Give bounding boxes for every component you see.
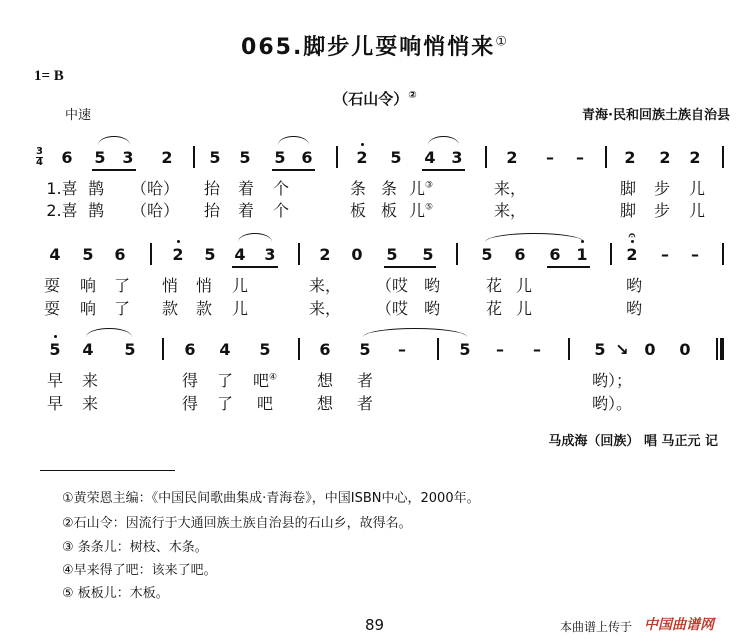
lyric-syllable: 了 bbox=[113, 299, 131, 318]
footnote-mark: ⑤ bbox=[424, 202, 434, 213]
lyric-syllable: 2.喜 bbox=[46, 201, 78, 220]
barline bbox=[150, 243, 152, 265]
barline bbox=[298, 338, 300, 360]
lyric-syllable: 来 bbox=[81, 394, 99, 413]
eighth-underline bbox=[547, 266, 590, 268]
footnote-4: ④早来得了吧：该来了吧。 bbox=[62, 563, 217, 578]
note: 6 bbox=[61, 148, 73, 167]
note: 5 bbox=[359, 340, 371, 359]
lyric-syllable: （哈） bbox=[130, 201, 180, 220]
note: 4 bbox=[234, 245, 246, 264]
note: ↘ bbox=[615, 340, 629, 359]
lyric-syllable: 儿 bbox=[515, 299, 533, 318]
note: 2 bbox=[356, 148, 368, 167]
lyric-syllable: 者 bbox=[356, 394, 374, 413]
lyric-syllable: 吧④ bbox=[252, 371, 278, 390]
lyric-syllable: 着 bbox=[237, 201, 255, 220]
eighth-underline bbox=[232, 266, 278, 268]
lyric-syllable: 哟 bbox=[625, 299, 643, 318]
lyric-syllable: 脚 bbox=[619, 201, 637, 220]
slur bbox=[363, 328, 467, 337]
barline bbox=[456, 243, 458, 265]
note: 4 bbox=[82, 340, 94, 359]
dash-extension: – bbox=[496, 340, 504, 359]
lyric-syllable: 哟 bbox=[423, 276, 441, 295]
lyric-syllable: （哈） bbox=[130, 179, 180, 198]
lyric-syllable: 条 bbox=[380, 179, 398, 198]
lyric-syllable: （哎 bbox=[375, 299, 409, 318]
subtitle-text: （石山令） bbox=[333, 90, 409, 108]
lyric-syllable: 来， bbox=[308, 276, 342, 295]
footnote-3: ③ 条条儿：树枝、木条。 bbox=[62, 540, 208, 555]
site-logo[interactable]: 中国曲谱网 bbox=[644, 617, 714, 633]
note: 5 bbox=[459, 340, 471, 359]
note: 3 bbox=[122, 148, 134, 167]
lyric-syllable: 了 bbox=[216, 394, 234, 413]
lyric-syllable: 个 bbox=[272, 201, 290, 220]
lyric-syllable: 哟）。 bbox=[591, 394, 633, 413]
lyric-syllable: 儿⑤ bbox=[408, 201, 434, 220]
barline bbox=[336, 146, 338, 168]
note: 5 bbox=[94, 148, 106, 167]
lyric-syllable: 来， bbox=[493, 179, 527, 198]
barline bbox=[605, 146, 607, 168]
barline bbox=[722, 243, 724, 265]
footnote-5: ⑤ 板板儿：木板。 bbox=[62, 586, 169, 601]
lyric-syllable: 耍 bbox=[43, 299, 61, 318]
page-number: 89 bbox=[365, 616, 385, 634]
slur bbox=[485, 233, 584, 242]
note: 0 bbox=[351, 245, 363, 264]
note: 5 bbox=[49, 340, 61, 359]
lyric-syllable: 早 bbox=[46, 394, 64, 413]
note: 1 bbox=[576, 245, 588, 264]
lyric-syllable: （哎 bbox=[375, 276, 409, 295]
lyric-syllable: 哟 bbox=[625, 276, 643, 295]
lyric-syllable: 早 bbox=[46, 371, 64, 390]
note: 5 bbox=[594, 340, 606, 359]
lyric-syllable: 响 bbox=[79, 276, 97, 295]
lyric-syllable: 着 bbox=[237, 179, 255, 198]
final-barline bbox=[716, 338, 718, 360]
ts-top: 3 bbox=[36, 146, 43, 157]
lyric-syllable: 者 bbox=[356, 371, 374, 390]
lyric-syllable: 板 bbox=[349, 201, 367, 220]
footnote-1: ①黄荣恩主编：《中国民间歌曲集成·青海卷》，中国ISBN中心，2000年。 bbox=[62, 491, 480, 506]
octave-dot bbox=[54, 335, 57, 338]
eighth-underline bbox=[92, 169, 136, 171]
lyric-syllable: 条 bbox=[349, 179, 367, 198]
lyric-syllable: 鹊 bbox=[87, 201, 105, 220]
slur bbox=[98, 136, 130, 145]
barline bbox=[722, 146, 724, 168]
note: 3 bbox=[264, 245, 276, 264]
barline bbox=[485, 146, 487, 168]
note: 2 bbox=[506, 148, 518, 167]
note: 0 bbox=[644, 340, 656, 359]
note: 5 bbox=[386, 245, 398, 264]
note: 4 bbox=[49, 245, 61, 264]
lyric-syllable: 花 bbox=[485, 299, 503, 318]
dash-extension: – bbox=[661, 245, 669, 264]
slur bbox=[238, 233, 272, 242]
lyric-syllable: 儿 bbox=[515, 276, 533, 295]
note: 5 bbox=[274, 148, 286, 167]
note: 4 bbox=[424, 148, 436, 167]
note: 5 bbox=[124, 340, 136, 359]
note: 2 bbox=[172, 245, 184, 264]
note: 2 bbox=[626, 245, 638, 264]
slur bbox=[428, 136, 459, 145]
lyric-syllable: 款 bbox=[161, 299, 179, 318]
note: 5 bbox=[259, 340, 271, 359]
dash-extension: – bbox=[576, 148, 584, 167]
barline bbox=[193, 146, 195, 168]
upload-text: 本曲谱上传于 bbox=[560, 620, 633, 634]
footnote-mark: ③ bbox=[424, 180, 434, 191]
lyric-syllable: 儿 bbox=[231, 299, 249, 318]
note: 2 bbox=[689, 148, 701, 167]
footnote-divider bbox=[40, 470, 175, 471]
lyric-syllable: 哟 bbox=[423, 299, 441, 318]
dash-extension: – bbox=[533, 340, 541, 359]
footnote-mark: ④ bbox=[268, 372, 278, 383]
title-footnote-mark: ① bbox=[495, 34, 509, 50]
note: 5 bbox=[390, 148, 402, 167]
note: 6 bbox=[301, 148, 313, 167]
barline bbox=[162, 338, 164, 360]
barline bbox=[437, 338, 439, 360]
dash-extension: – bbox=[398, 340, 406, 359]
eighth-underline bbox=[272, 169, 315, 171]
lyric-syllable: 了 bbox=[113, 276, 131, 295]
dash-extension: – bbox=[691, 245, 699, 264]
lyric-syllable: 来， bbox=[493, 201, 527, 220]
time-signature bbox=[36, 147, 43, 168]
final-barline-thick bbox=[720, 338, 724, 360]
note: 4 bbox=[219, 340, 231, 359]
note: 5 bbox=[422, 245, 434, 264]
lyric-syllable: 款 bbox=[195, 299, 213, 318]
note: 2 bbox=[659, 148, 671, 167]
lyric-syllable: 哟）； bbox=[591, 371, 633, 390]
octave-dot bbox=[177, 240, 180, 243]
note: 0 bbox=[679, 340, 691, 359]
note: 2 bbox=[624, 148, 636, 167]
region-label: 青海·民和回族土族自治县 bbox=[582, 108, 730, 123]
lyric-syllable: 耍 bbox=[43, 276, 61, 295]
note: 6 bbox=[514, 245, 526, 264]
title-text: 065.脚步儿耍响悄悄来 bbox=[241, 35, 496, 60]
note: 2 bbox=[319, 245, 331, 264]
lyric-syllable: 想 bbox=[316, 394, 334, 413]
lyric-syllable: 想 bbox=[316, 371, 334, 390]
lyric-syllable: 个 bbox=[272, 179, 290, 198]
note: 6 bbox=[319, 340, 331, 359]
lyric-syllable: 儿 bbox=[688, 179, 706, 198]
note: 5 bbox=[82, 245, 94, 264]
barline bbox=[298, 243, 300, 265]
lyric-syllable: 步 bbox=[653, 179, 671, 198]
lyric-syllable: 来， bbox=[308, 299, 342, 318]
eighth-underline bbox=[422, 169, 465, 171]
note: 6 bbox=[114, 245, 126, 264]
dash-extension: – bbox=[546, 148, 554, 167]
note: 5 bbox=[204, 245, 216, 264]
slur bbox=[278, 136, 309, 145]
lyric-syllable: 1.喜 bbox=[46, 179, 78, 198]
lyric-syllable: 儿 bbox=[231, 276, 249, 295]
lyric-syllable: 鹊 bbox=[87, 179, 105, 198]
lyric-syllable: 板 bbox=[380, 201, 398, 220]
lyric-syllable: 脚 bbox=[619, 179, 637, 198]
lyric-syllable: 花 bbox=[485, 276, 503, 295]
lyric-syllable: 了 bbox=[216, 371, 234, 390]
key-signature: 1= B bbox=[34, 68, 64, 84]
tempo-marking: 中速 bbox=[65, 108, 92, 123]
subtitle-footnote-mark: ② bbox=[408, 90, 417, 101]
lyric-syllable: 来 bbox=[81, 371, 99, 390]
lyric-syllable: 儿 bbox=[688, 201, 706, 220]
footnote-2: ②石山令：因流行于大通回族土族自治县的石山乡，故得名。 bbox=[62, 516, 412, 531]
lyric-syllable: 儿③ bbox=[408, 179, 434, 198]
note: 6 bbox=[184, 340, 196, 359]
lyric-syllable: 得 bbox=[181, 371, 199, 390]
note: 2 bbox=[161, 148, 173, 167]
lyric-syllable: 得 bbox=[181, 394, 199, 413]
barline bbox=[610, 243, 612, 265]
note: 3 bbox=[451, 148, 463, 167]
lyric-syllable: 响 bbox=[79, 299, 97, 318]
octave-dot bbox=[361, 143, 364, 146]
lyric-syllable: 悄 bbox=[161, 276, 179, 295]
fermata: 𝄐 bbox=[628, 228, 636, 242]
note: 5 bbox=[239, 148, 251, 167]
ts-bottom: 4 bbox=[36, 157, 43, 168]
lyric-syllable: 步 bbox=[653, 201, 671, 220]
song-title bbox=[0, 30, 750, 61]
lyric-syllable: 抬 bbox=[203, 201, 221, 220]
note: 5 bbox=[481, 245, 493, 264]
note: 5 bbox=[209, 148, 221, 167]
lyric-syllable: 抬 bbox=[203, 179, 221, 198]
lyric-syllable: 悄 bbox=[195, 276, 213, 295]
note: 6 bbox=[549, 245, 561, 264]
lyric-syllable: 吧 bbox=[256, 394, 274, 413]
credit-line: 马成海（回族） 唱 马正元 记 bbox=[548, 434, 718, 449]
eighth-underline bbox=[384, 266, 436, 268]
slur bbox=[86, 328, 132, 337]
barline bbox=[568, 338, 570, 360]
